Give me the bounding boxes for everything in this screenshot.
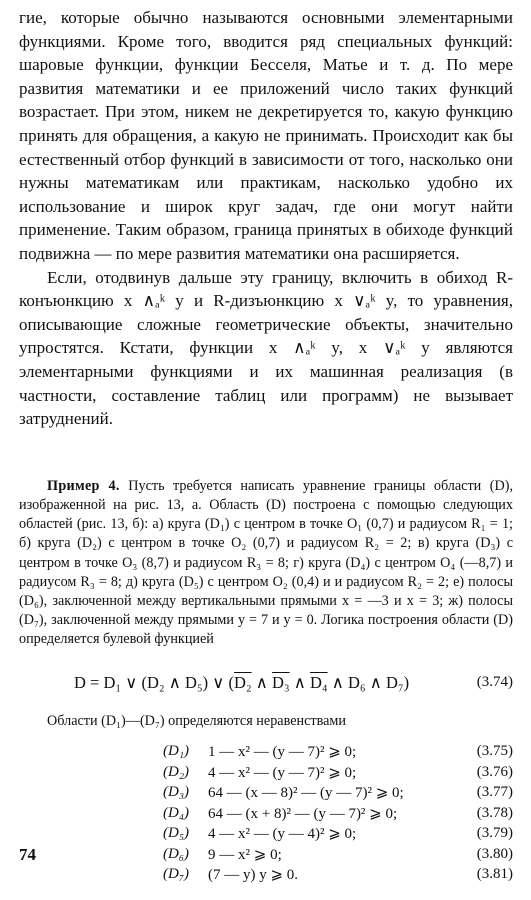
example-4-text xyxy=(19,477,513,650)
equation-3-74-expr xyxy=(74,673,409,693)
page-number: 74 xyxy=(19,845,36,864)
equation-number: (3.81) xyxy=(476,866,513,883)
inequality-row xyxy=(19,803,513,824)
example-4 xyxy=(19,477,513,650)
inequality-row xyxy=(19,824,513,845)
equation-number: (3.78) xyxy=(476,804,513,821)
equation-number: (3.80) xyxy=(476,845,513,862)
equation-number: (3.76) xyxy=(476,763,513,780)
equation-3-74 xyxy=(19,670,513,696)
paragraph-r-functions-text: Если, отодвинув дальше эту границу, включить в обиход R-конъюнкцию x ∧ₐᵏ y и R-дизъюнкцию x ∨ₐᵏ y, то уравнения, описывающие сложные геометрические объекты, значительно упростятся. Кстати, функции x ∧ₐᵏ y, x ∨ₐᵏ y являются элементарными функциями и их машинная реализация (в частности, составление таблиц или программ) не вызывает затруднений. xyxy=(19,267,513,429)
inequality-expr: 64 — (x + 8)² — (y — 7)² ⩾ 0; xyxy=(208,805,398,822)
paragraph-r-functions xyxy=(19,266,513,431)
equation-part-left: D = D₁ ∨ (D₂ ∧ D₅) ∨ ( xyxy=(74,672,234,692)
inequality-label: (D₂) xyxy=(163,763,190,780)
equation-part-overline-d2: D₂ xyxy=(233,672,252,692)
equation-part-and-1: ∧ xyxy=(251,672,272,692)
inequality-expr: 1 — x² — (y — 7)² ⩾ 0; xyxy=(208,744,357,761)
inequality-label: (D₅) xyxy=(163,825,190,842)
equation-number: (3.74) xyxy=(476,674,513,691)
equation-part-and-2: ∧ xyxy=(289,672,310,692)
inequality-row xyxy=(19,783,513,804)
inequalities-intro-text: Области (D₁)—(D₇) определяются неравенствами xyxy=(47,712,346,729)
inequality-label: (D₇) xyxy=(163,866,190,883)
example-4-title: Пример 4. xyxy=(47,477,120,494)
equation-part-right: ∧ D₆ ∧ D₇) xyxy=(327,672,410,692)
inequality-label: (D₄) xyxy=(163,804,190,821)
inequality-expr: 4 — x² — (y — 4)² ⩾ 0; xyxy=(208,826,357,843)
equation-number: (3.77) xyxy=(476,784,513,801)
inequality-expr: 64 — (x — 8)² — (y — 7)² ⩾ 0; xyxy=(208,785,404,802)
example-4-body: Пусть требуется написать уравнение границы области (D), изображенной на рис. 13, а. Область (D) построена с помощью следующих областей (рис. 13, б): а) круга (D₁) с центром в точке O₁ (0,7) и радиусом R₁ = 1; б) круга (D₂) с центром в точке O₂ (0,7) и радиусом R₂ = 2; в) круга (D₃) с центром в точке O₃ (8,7) и радиусом R₃ = 8; г) круга (D₄) с центром O₄ (—8,7) и радиусом R₃ = 8; д) круга (D₅) с центром O₂ (0,4) и и радиусом R₂ = 2; е) полосы (D₆), заключенной между вертикальными прямыми x = —3 и x = 3; ж) полосы (D₇), заключенной между прямыми y = 7 и y = 0. Логика построения области (D) определяется булевой функцией xyxy=(19,477,513,648)
equation-number: (3.75) xyxy=(476,743,513,760)
inequality-expr: (7 — y) y ⩾ 0. xyxy=(208,867,299,884)
inequality-row xyxy=(19,762,513,783)
equation-part-overline-d4: D₄ xyxy=(309,672,328,692)
equation-part-overline-d3: D₃ xyxy=(271,672,290,692)
equation-number: (3.79) xyxy=(476,825,513,842)
inequality-row xyxy=(19,865,513,886)
paragraph-elementary-functions: гие, которые обычно называются основными элементарными функциями. Кроме того, вводится ряд специальных функций: шаровые функции, функции Бесселя, Матье и т. д. По мере развития математики и ее приложений число таких функций возрастает. При этом, никем не декретируется то, какую функцию принять для обращения, а какую не принимать. Происходит как бы естественный отбор функций в зависимости от того, насколько они нужны математикам или практикам, насколько удобно их использование и широк круг задач, где они могут найти применение. Таким образом, граница принятых в обиходе функций подвижна — по мере развития математики она расширяется. xyxy=(19,8,513,263)
inequalities-list xyxy=(19,742,513,886)
inequality-label: (D₁) xyxy=(163,743,190,760)
inequality-expr: 4 — x² — (y — 7)² ⩾ 0; xyxy=(208,764,357,781)
inequality-expr: 9 — x² ⩾ 0; xyxy=(208,846,282,863)
inequality-row xyxy=(19,844,513,865)
book-page xyxy=(19,6,513,885)
inequality-row xyxy=(19,742,513,763)
inequalities-intro xyxy=(19,710,513,732)
inequality-label: (D₃) xyxy=(163,784,190,801)
inequality-label: (D₆) xyxy=(163,845,190,862)
